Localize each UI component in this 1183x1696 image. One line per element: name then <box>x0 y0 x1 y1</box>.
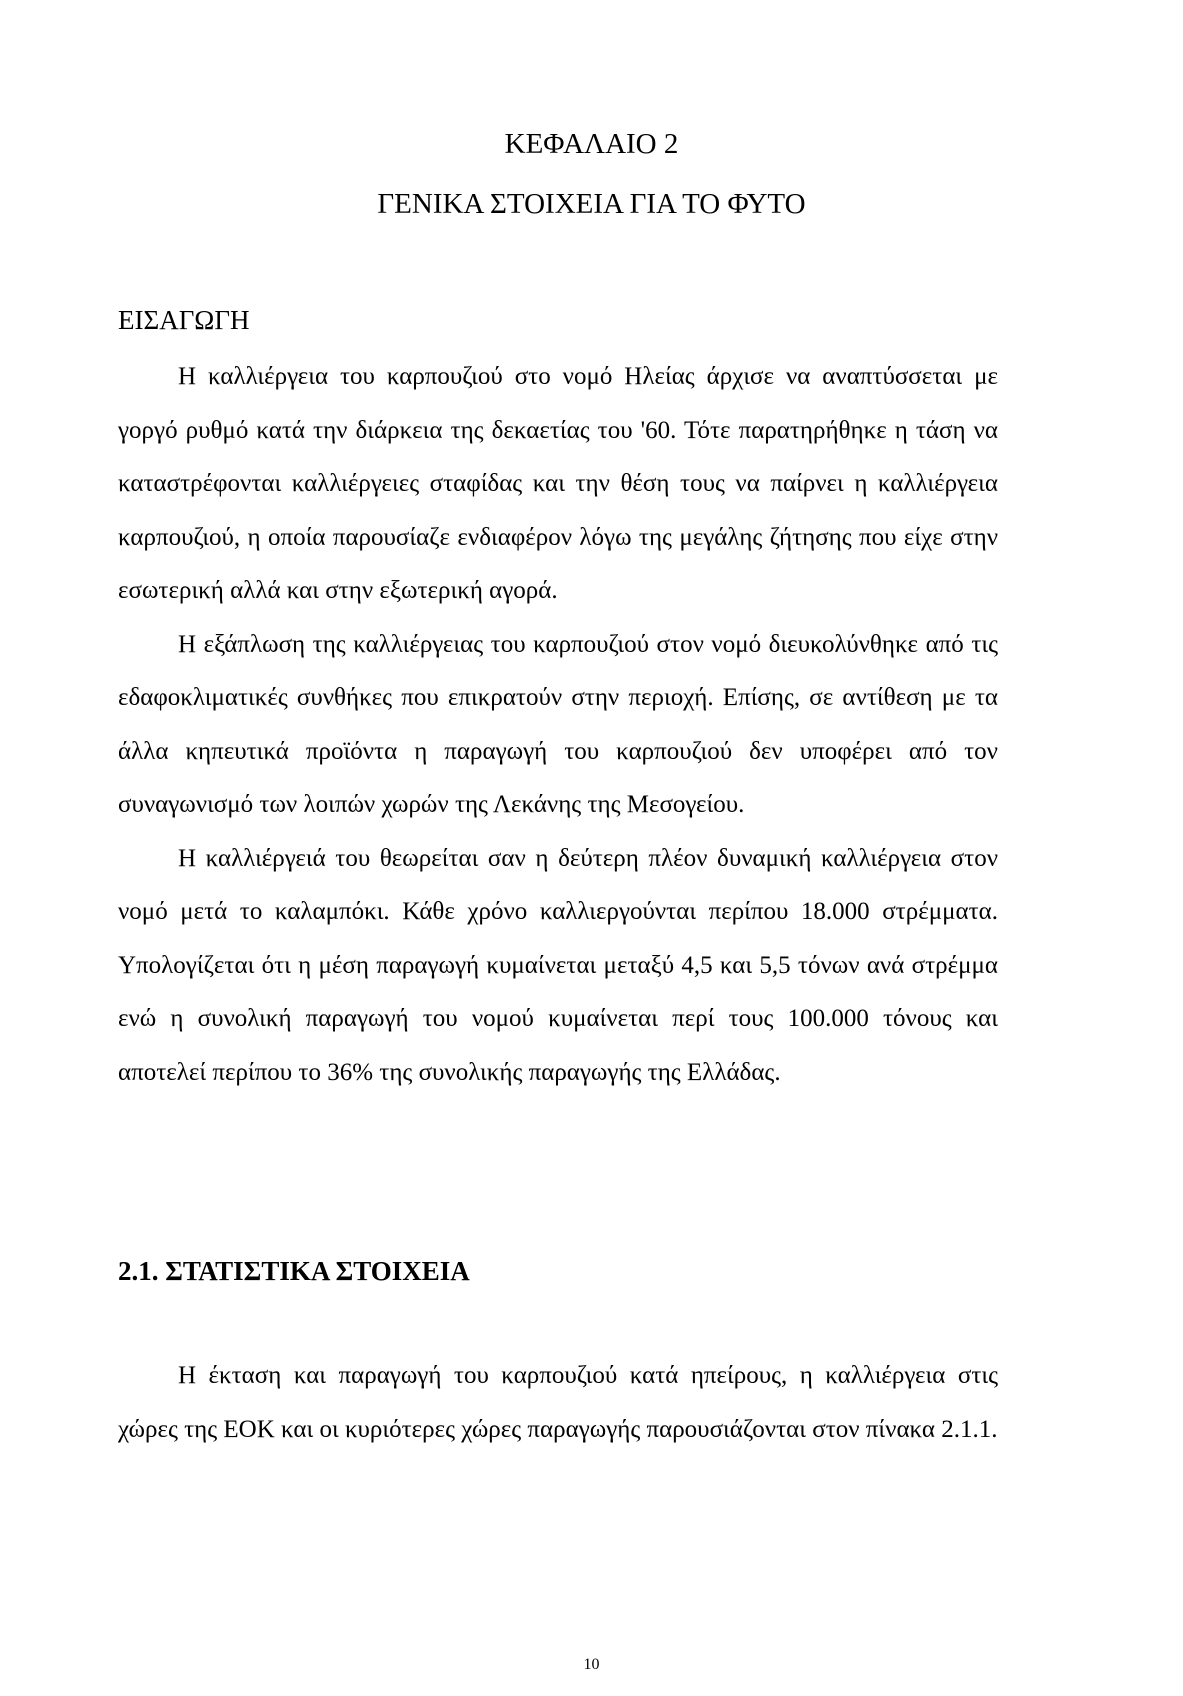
statistics-body <box>118 1349 998 1456</box>
chapter-title: ΓΕΝΙΚΑ ΣΤΟΙΧΕΙΑ ΓΙΑ ΤΟ ΦΥΤΟ <box>377 188 806 220</box>
statistics-heading: 2.1. ΣΤΑΤΙΣΤΙΚΑ ΣΤΟΙΧΕΙΑ <box>118 1256 470 1286</box>
statistics-paragraph-1: Η έκταση και παραγωγή του καρπουζιού κατά ηπείρους, η καλλιέργεια στις χώρες της ΕΟΚ και οι κυριότερες χώρες παραγωγής παρουσιάζονται στον πίνακα 2.1.1. <box>118 1362 998 1443</box>
introduction-paragraph-1: Η καλλιέργεια του καρπουζιού στο νομό Ηλείας άρχισε να αναπτύσσεται με γοργό ρυθμό κατά την διάρκεια της δεκαετίας του '60. Τότε παρατηρήθηκε η τάση να καταστρέφονται καλλιέργειες σταφίδας και την θέση τους να παίρνει η καλλιέργεια καρπουζιού, η οποία παρουσίαζε ενδιαφέρον λόγω της μεγάλης ζήτησης που είχε στην εσωτερική αλλά και στην εξωτερική αγορά. <box>118 363 998 604</box>
introduction-body <box>118 350 998 1099</box>
introduction-paragraph-2: Η εξάπλωση της καλλιέργειας του καρπουζιού στον νομό διευκολύνθηκε από τις εδαφοκλιματικές συνθήκες που επικρατούν στην περιοχή. Επίσης, σε αντίθεση με τα άλλα κηπευτικά προϊόντα η παραγωγή του καρπουζιού δεν υποφέρει από τον συναγωνισμό των λοιπών χωρών της Λεκάνης της Μεσογείου. <box>118 630 998 818</box>
page-number: 10 <box>583 1656 600 1673</box>
introduction-paragraph-3: Η καλλιέργειά του θεωρείται σαν η δεύτερη πλέον δυναμική καλλιέργεια στον νομό μετά το καλαμπόκι. Κάθε χρόνο καλλιεργούνται περίπου 18.000 στρέμματα. Υπολογίζεται ότι η μέση παραγωγή κυμαίνεται μεταξύ 4,5 και 5,5 τόνων ανά στρέμμα ενώ η συνολική παραγωγή του νομού κυμαίνεται περί τους 100.000 τόνους και αποτελεί περίπου το 36% της συνολικής παραγωγής της Ελλάδας. <box>118 844 998 1086</box>
introduction-heading: ΕΙΣΑΓΩΓΗ <box>118 305 250 335</box>
chapter-number: ΚΕΦΑΛΑΙΟ 2 <box>504 128 679 160</box>
